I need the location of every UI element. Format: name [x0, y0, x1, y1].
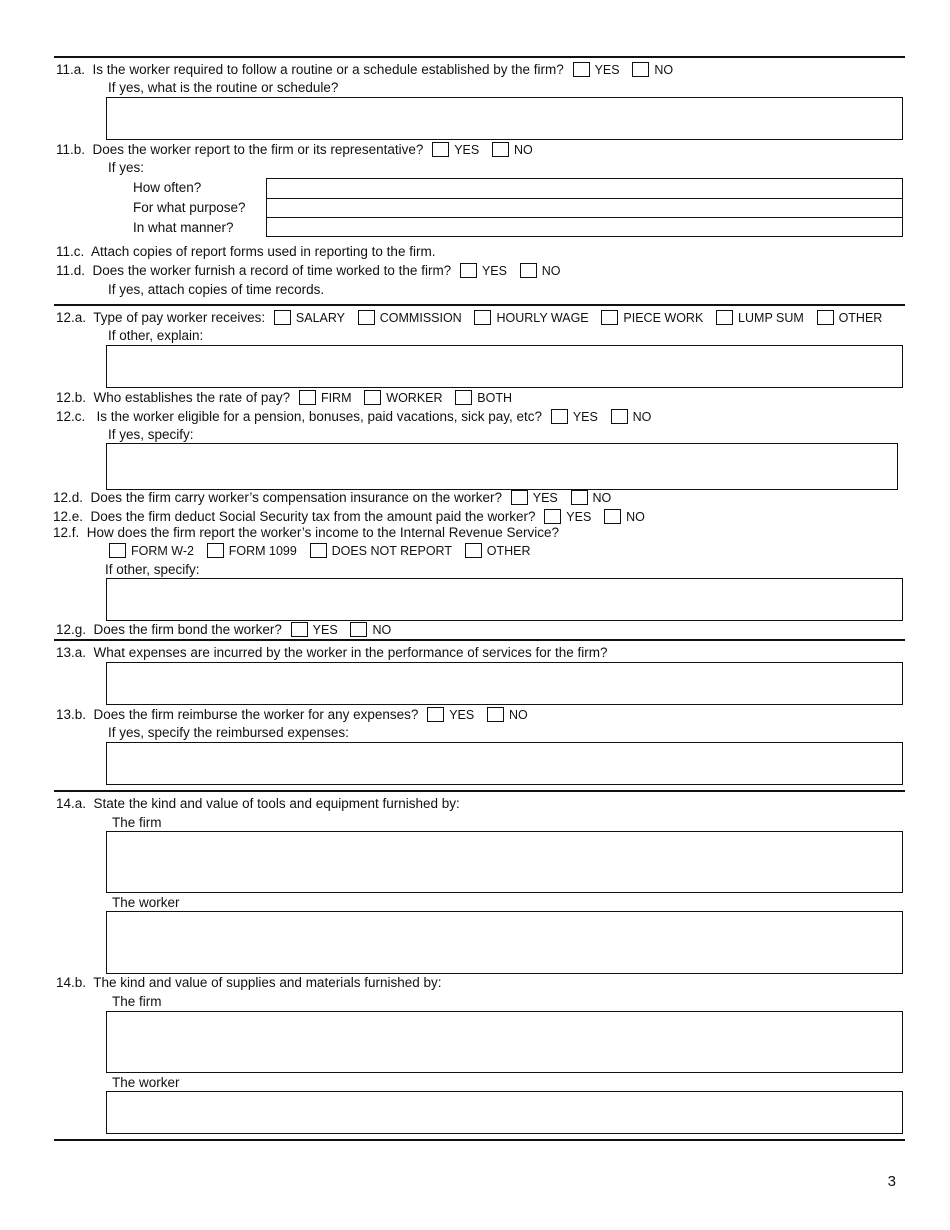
question-text: 12.b.: [56, 390, 87, 405]
option-label: NO: [654, 63, 674, 77]
does-not-report-checkbox[interactable]: [310, 543, 327, 558]
question-text: 12.g.: [56, 622, 87, 637]
option-label: YES: [594, 63, 620, 77]
question-text: State the kind and value of tools and equipment furnished by:: [93, 796, 460, 811]
question-text: Is the worker required to follow a routine or a schedule established by the firm?: [92, 62, 564, 77]
option-label: YES: [572, 410, 598, 424]
option-label: PIECE WORK: [623, 311, 704, 325]
other-checkbox[interactable]: [465, 543, 482, 558]
question-14b: [56, 975, 442, 991]
benefits-input[interactable]: [106, 443, 898, 490]
sub-label: If yes, attach copies of time records.: [108, 282, 325, 297]
option-label: OTHER: [838, 311, 883, 325]
option-label: SALARY: [295, 311, 345, 325]
option-label: YES: [449, 708, 475, 722]
question-13b: [56, 707, 532, 723]
question-text: Does the worker furnish a record of time worked to the firm?: [92, 263, 452, 278]
firm-checkbox[interactable]: [299, 390, 316, 405]
sub-label: If yes, specify the reimbursed expenses:: [108, 725, 349, 740]
worker-label: The worker: [112, 1075, 180, 1090]
section-divider: [54, 1139, 905, 1141]
question-text: 14.b.: [56, 975, 87, 990]
option-label: FORM W-2: [131, 544, 194, 558]
firm-label: The firm: [112, 994, 162, 1009]
question-text: 12.f.: [53, 525, 80, 540]
yes-checkbox[interactable]: [551, 409, 568, 424]
purpose-input[interactable]: [266, 198, 903, 218]
option-label: NO: [592, 491, 612, 505]
question-text: Attach copies of report forms used in reporting to the firm.: [91, 244, 436, 259]
option-label: NO: [541, 264, 561, 278]
sub-label: If yes, what is the routine or schedule?: [108, 80, 339, 95]
option-label: NO: [508, 708, 528, 722]
yes-checkbox[interactable]: [573, 62, 590, 77]
question-12f-options: [104, 543, 535, 559]
routine-input[interactable]: [106, 97, 903, 140]
option-label: YES: [481, 264, 507, 278]
option-label: YES: [532, 491, 558, 505]
no-checkbox[interactable]: [487, 707, 504, 722]
field-label: In what manner?: [133, 220, 234, 235]
option-label: WORKER: [386, 391, 443, 405]
form-w2-checkbox[interactable]: [109, 543, 126, 558]
question-11b: [56, 142, 537, 158]
option-label: BOTH: [477, 391, 513, 405]
no-checkbox[interactable]: [604, 509, 621, 524]
question-text: 11.d.: [56, 263, 86, 278]
question-text: 11.c.: [56, 244, 85, 259]
yes-checkbox[interactable]: [511, 490, 528, 505]
question-text: 12.a.: [56, 310, 87, 325]
question-12d: [53, 490, 615, 506]
question-text: How does the firm report the worker’s income to the Internal Revenue Service?: [86, 525, 560, 540]
section-divider: [54, 790, 905, 792]
no-checkbox[interactable]: [632, 62, 649, 77]
option-label: NO: [626, 510, 645, 524]
question-11c: [56, 244, 435, 260]
question-text: Does the firm bond the worker?: [93, 622, 282, 637]
option-label: FORM 1099: [228, 544, 297, 558]
option-label: YES: [454, 143, 480, 157]
option-label: NO: [372, 623, 392, 637]
option-label: OTHER: [486, 544, 531, 558]
section-divider: [54, 304, 905, 306]
no-checkbox[interactable]: [611, 409, 628, 424]
expenses-input[interactable]: [106, 662, 903, 705]
question-text: The kind and value of supplies and materials furnished by:: [93, 975, 442, 990]
question-12c: [56, 409, 655, 425]
piece-work-checkbox[interactable]: [601, 310, 618, 325]
yes-checkbox[interactable]: [427, 707, 444, 722]
question-14a: [56, 796, 460, 812]
yes-checkbox[interactable]: [432, 142, 449, 157]
supplies-firm-input[interactable]: [106, 1011, 903, 1073]
report-other-input[interactable]: [106, 578, 903, 621]
question-text: 11.a.: [56, 62, 86, 77]
question-text: 12.c.: [56, 409, 86, 424]
question-12b: [56, 390, 516, 406]
firm-label: The firm: [112, 815, 162, 830]
no-checkbox[interactable]: [492, 142, 509, 157]
question-12f: [53, 525, 559, 541]
commission-checkbox[interactable]: [358, 310, 375, 325]
sub-label: If yes:: [108, 160, 145, 175]
lump-sum-checkbox[interactable]: [716, 310, 733, 325]
option-label: YES: [312, 623, 338, 637]
field-label: For what purpose?: [133, 200, 246, 215]
sub-label: If other, specify:: [105, 562, 200, 577]
pay-other-input[interactable]: [106, 345, 903, 388]
question-text: 13.b.: [56, 707, 87, 722]
tools-firm-input[interactable]: [106, 831, 903, 893]
form-1099-checkbox[interactable]: [207, 543, 224, 558]
no-checkbox[interactable]: [350, 622, 367, 637]
question-11d: [56, 263, 565, 279]
question-text: Does the worker report to the firm or its representative?: [92, 142, 424, 157]
no-checkbox[interactable]: [571, 490, 588, 505]
option-label: DOES NOT REPORT: [331, 544, 452, 558]
option-label: COMMISSION: [379, 311, 462, 325]
hourly-wage-checkbox[interactable]: [474, 310, 491, 325]
option-label: LUMP SUM: [738, 311, 804, 325]
question-text: Type of pay worker receives:: [93, 310, 266, 325]
yes-checkbox[interactable]: [291, 622, 308, 637]
question-text: 12.e.: [53, 509, 84, 524]
option-label: FIRM: [320, 391, 352, 405]
salary-checkbox[interactable]: [274, 310, 291, 325]
how-often-input[interactable]: [266, 178, 903, 199]
section-divider: [54, 56, 905, 58]
question-text: 12.d.: [53, 490, 84, 505]
worker-label: The worker: [112, 895, 180, 910]
question-13a: [56, 645, 608, 661]
no-checkbox[interactable]: [520, 263, 537, 278]
other-checkbox[interactable]: [817, 310, 834, 325]
question-text: Is the worker eligible for a pension, bonuses, paid vacations, sick pay, etc?: [96, 409, 543, 424]
option-label: HOURLY WAGE: [496, 311, 589, 325]
field-label: How often?: [133, 180, 202, 195]
question-12g: [56, 622, 395, 638]
question-text: Who establishes the rate of pay?: [93, 390, 291, 405]
question-text: 13.a.: [56, 645, 87, 660]
tools-worker-input[interactable]: [106, 911, 903, 974]
question-text: What expenses are incurred by the worker in the performance of services for the firm?: [93, 645, 608, 660]
question-text: 11.b.: [56, 142, 86, 157]
page-number: 3: [887, 1173, 896, 1190]
question-12a: [56, 310, 886, 326]
question-12e: [53, 509, 649, 525]
question-text: 14.a.: [56, 796, 87, 811]
question-11a: [56, 62, 677, 78]
option-label: NO: [513, 143, 533, 157]
both-checkbox[interactable]: [455, 390, 472, 405]
section-divider: [54, 639, 905, 641]
reimbursed-input[interactable]: [106, 742, 903, 785]
sub-label: If yes, specify:: [108, 427, 194, 442]
manner-input[interactable]: [266, 217, 903, 237]
option-label: NO: [632, 410, 652, 424]
question-text: Does the firm reimburse the worker for any expenses?: [93, 707, 419, 722]
yes-checkbox[interactable]: [460, 263, 477, 278]
question-text: Does the firm deduct Social Security tax from the amount paid the worker?: [90, 509, 536, 524]
option-label: YES: [566, 510, 592, 524]
supplies-worker-input[interactable]: [106, 1091, 903, 1134]
yes-checkbox[interactable]: [544, 509, 561, 524]
worker-checkbox[interactable]: [364, 390, 381, 405]
question-text: Does the firm carry worker’s compensation insurance on the worker?: [90, 490, 502, 505]
sub-label: If other, explain:: [108, 328, 204, 343]
